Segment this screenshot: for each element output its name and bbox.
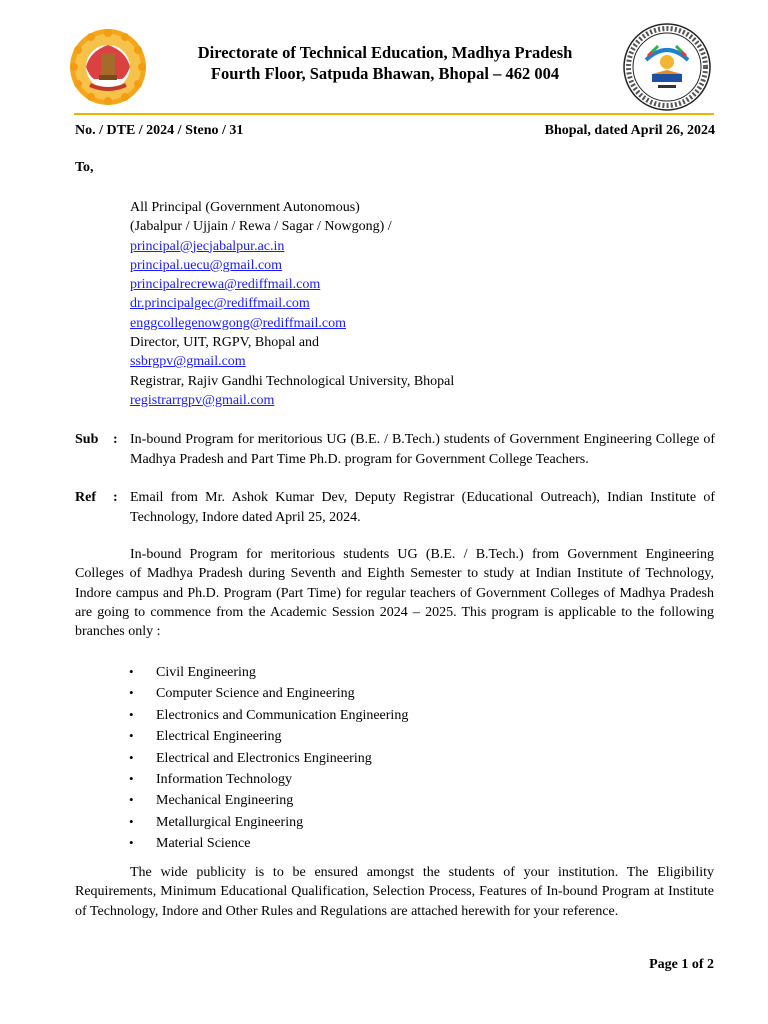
header-divider <box>74 113 714 115</box>
bullet-icon: • <box>129 771 134 787</box>
letter-number: No. / DTE / 2024 / Steno / 31 <box>75 123 244 138</box>
email-link[interactable]: ssbrgpv@gmail.com <box>130 354 246 370</box>
branch-label: Metallurgical Engineering <box>156 814 304 830</box>
to-label: To, <box>75 160 94 175</box>
subject-text: In-bound Program for meritorious UG (B.E. / B.Tech.) students of Government Engineering College of Madhya Pradesh and Part Time Ph.D. program for Government College Teachers. <box>130 432 715 467</box>
branch-label: Material Science <box>156 836 251 852</box>
reference-text: Email from Mr. Ashok Kumar Dev, Deputy Registrar (Educational Outreach), Indian Institute of Technology, Indore dated April 25, 2024. <box>130 490 715 525</box>
email-link[interactable]: principalrecrewa@rediffmail.com <box>130 277 321 293</box>
branch-list <box>129 662 408 855</box>
subject-colon: : <box>113 432 118 447</box>
branch-label: Mechanical Engineering <box>156 793 294 809</box>
email-link[interactable]: registrarrgpv@gmail.com <box>130 392 275 408</box>
list-item <box>129 812 408 833</box>
list-item <box>129 662 408 683</box>
addressee-line: All Principal (Government Autonomous) <box>130 200 360 215</box>
subject-block <box>75 430 715 469</box>
list-item <box>129 705 408 726</box>
bullet-icon: • <box>129 813 134 829</box>
bullet-icon: • <box>129 706 134 722</box>
body-paragraph-2: The wide publicity is to be ensured amongst the students of your institution. The Eligibility Requirements, Minimum Educational Qualification, Selection Process, Features of In-bound Program at Institute of Technology, Indore and Other Rules and Regulations are attached herewith for your reference. <box>75 865 714 919</box>
reference-colon: : <box>113 490 118 505</box>
email-link[interactable]: principal@jecjabalpur.ac.in <box>130 238 285 254</box>
email-link[interactable]: enggcollegenowgong@rediffmail.com <box>130 315 346 331</box>
bullet-icon: • <box>129 664 134 679</box>
letterhead-line-1: Directorate of Technical Education, Madhya Pradesh <box>197 43 573 62</box>
bullet-icon: • <box>129 749 134 765</box>
bullet-icon: • <box>129 835 134 851</box>
subject-label: Sub <box>75 432 99 447</box>
madhya-pradesh-emblem-icon <box>68 27 148 107</box>
reference-label: Ref <box>75 490 96 505</box>
list-item <box>129 790 408 811</box>
body-paragraph-1: In-bound Program for meritorious students UG (B.E. / B.Tech.) from Government Engineering Colleges of Madhya Pradesh during Seventh and Eighth Semester to study at Indian Institute of Technology, Indore campus and Ph.D. Program (Part Time) for regular teachers of Government Colleges of Madhya Pradesh are going to commence from the Academic Session 2024 – 2025. This program is applicable to the following branches only : <box>75 547 714 640</box>
bullet-icon: • <box>129 792 134 808</box>
letter-date: Bhopal, dated April 26, 2024 <box>544 123 715 138</box>
list-item <box>129 748 408 769</box>
letterhead-title <box>150 42 620 84</box>
list-item <box>129 683 408 704</box>
reference-block <box>75 488 715 527</box>
addressee-line: Registrar, Rajiv Gandhi Technological University, Bhopal <box>130 373 455 389</box>
branch-label: Civil Engineering <box>156 665 256 680</box>
list-item <box>129 833 408 854</box>
addressee-block <box>130 198 454 410</box>
branch-label: Electrical and Electronics Engineering <box>156 750 372 766</box>
email-link[interactable]: principal.uecu@gmail.com <box>130 257 283 273</box>
list-item <box>129 769 408 790</box>
branch-label: Electrical Engineering <box>156 729 282 745</box>
branch-label: Information Technology <box>156 772 293 788</box>
addressee-line: (Jabalpur / Ujjain / Rewa / Sagar / Nowgong) / <box>130 219 392 235</box>
email-link[interactable]: dr.principalgec@rediffmail.com <box>130 296 310 312</box>
addressee-line: Director, UIT, RGPV, Bhopal and <box>130 335 320 351</box>
branch-label: Computer Science and Engineering <box>156 686 355 702</box>
branch-label: Electronics and Communication Engineering <box>156 707 409 723</box>
page-number: Page 1 of 2 <box>649 957 714 972</box>
letterhead-line-2: Fourth Floor, Satpuda Bhawan, Bhopal – 462 004 <box>210 64 560 83</box>
list-item <box>129 726 408 747</box>
bullet-icon: • <box>129 728 134 744</box>
reference-line <box>75 122 715 140</box>
bullet-icon: • <box>129 685 134 701</box>
dte-seal-icon <box>622 22 712 112</box>
